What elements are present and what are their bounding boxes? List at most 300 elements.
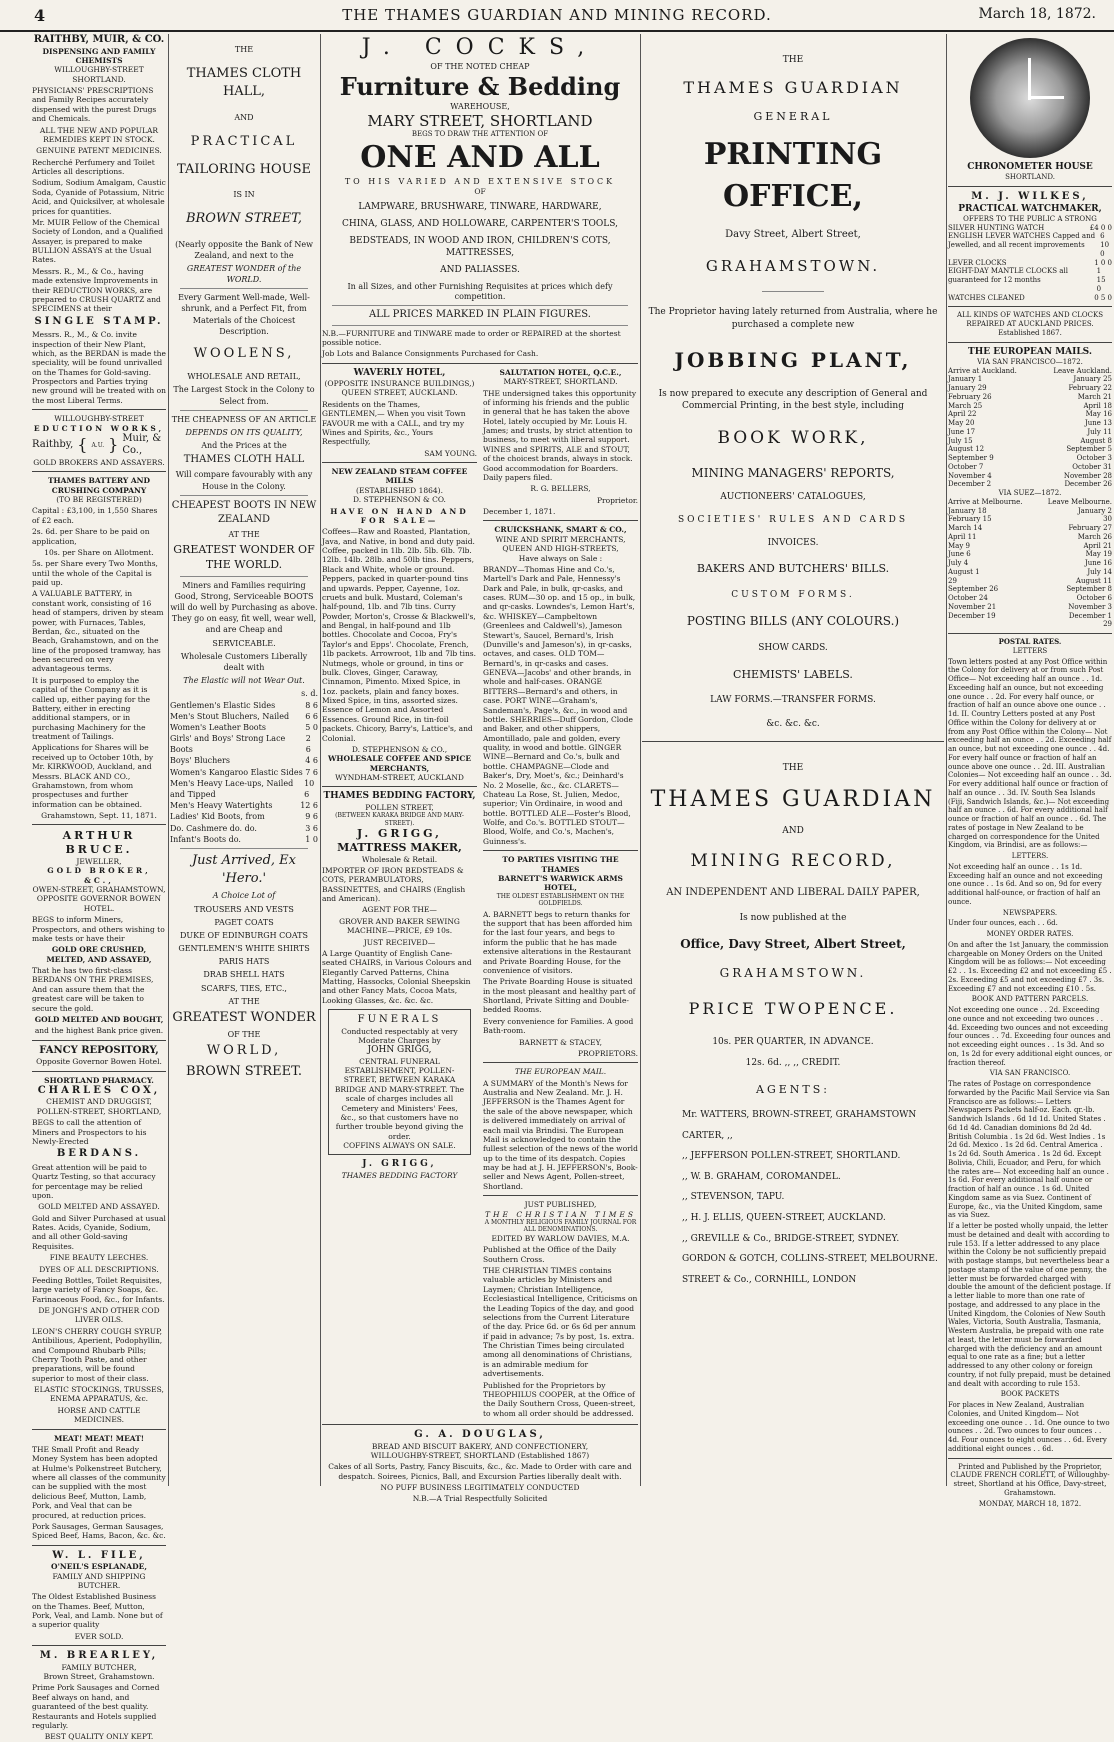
custom-forms: CUSTOM FORMS. bbox=[731, 589, 855, 600]
douglas-text-3: N.B.—A Trial Respectfully Solicited bbox=[412, 1494, 548, 1504]
mails-row-left: August 12 bbox=[948, 445, 985, 454]
watch-price-row-left: WATCHES CLEANED bbox=[948, 293, 1025, 302]
douglas-text-2: NO PUFF BUSINESS LEGITIMATELY CONDUCTED bbox=[380, 1483, 580, 1492]
mails-row-left: January 29 bbox=[948, 384, 987, 392]
battery-text-1: Capital : £3,100, in 1,550 Shares of £2 each. bbox=[32, 506, 158, 525]
page-number: 4 bbox=[34, 6, 46, 25]
funerals-name: JOHN GRIGG, bbox=[367, 1045, 432, 1056]
mails-row bbox=[948, 603, 1112, 612]
hero-at: AT THE bbox=[228, 996, 260, 1006]
grigg-text-2: GROVER AND BAKER SEWING MACHINE—PRICE, £9 10s. bbox=[339, 916, 460, 936]
file-sub: O'NEIL'S ESPLANADE, bbox=[51, 1562, 147, 1572]
grigg-text-1: IMPORTER OF IRON BEDSTEADS & COTS, PERAMBULATORS, BASSINETTES, and CHAIRS (English and American). bbox=[322, 865, 466, 903]
auctioneers: AUCTIONEERS' CATALOGUES, bbox=[720, 492, 866, 503]
mails-row-right: December 1 bbox=[1068, 611, 1112, 620]
cocks-list-4: AND PALIASSES. bbox=[440, 264, 520, 275]
salutation-signature: R. G. BELLERS, bbox=[530, 484, 591, 494]
watch-price-row bbox=[948, 224, 1112, 233]
fancy-heading: FANCY REPOSITORY, bbox=[39, 1044, 159, 1056]
boot-price-row-right: 9 6 bbox=[305, 812, 318, 822]
boots-text-1: Miners and Families requiring Good, Strong, Serviceable BOOTS will do well by Purchasing as above. They go on easy, fit well, wear well, and are Cheap and bbox=[170, 580, 318, 635]
mails-row-left: September 26 bbox=[948, 585, 999, 594]
mails-row-left: October 7 bbox=[948, 462, 984, 471]
boot-price-row-left: Infant's Boots do. bbox=[170, 834, 241, 844]
serviceable: SERVICEABLE. bbox=[212, 638, 276, 648]
mails-row-left: July 4 bbox=[948, 559, 969, 567]
column-1 bbox=[32, 34, 166, 1742]
cruickshank-text: BRANDY—Thomas Hine and Co.'s, Martell's Dark and Pale, Hennessy's Dark and Pale, in bulk, qr-casks, and cases. RUM—30 op. and 15 op., in bulk, and qr-casks. Lowndes's, Lemon Hart's, &c. WHISKEY—Campbeltown (Greenlees and Caldwell's), Jameson Stewart's, Saucel, Bernard's, Irish (Dunville's and Jameson's), in qr-casks, octaves, and cases. OLD TOM—Bernard's, in qr-casks and cases. GENEVA—Jacobs' and other brands, in whole and half-cases. ORANGE BITTERS—Bernard's and others, in case. PORT WINE—Graham's, Sandeman's, Page's, &c., in wood and bottle. SHERRIES—Duff Gordon, Clode and Baker, and other shippers, Amontillado, pale and golden, every quality, in wood and bottle. GINGER WINE—Bernard and Co.'s, bulk and bottle. CHAMPAGNE—Clode and Baker's, Dry, Moet's, &c.; Deinhard's No. 2 Moselle, &c., &c. CLARETS—Chateau La Rose, St. Julien, Medoc, superior; Vin Ordinaire, in wood and bottle. BOTTLED ALE—Foster's Blood, Wolfe, and Co.'s. BOTTLED STOUT—Blood, Wolfe, and Co.'s, Machen's, Guinness's. bbox=[483, 564, 636, 846]
grigg-received: JUST RECEIVED— bbox=[363, 937, 436, 947]
mails-row bbox=[948, 375, 1112, 384]
wilkes-name: M. J. WILKES, bbox=[971, 191, 1089, 202]
agents-heading: AGENTS: bbox=[756, 1082, 830, 1096]
mails-row-left: January 1 bbox=[948, 375, 983, 384]
societies: SOCIETIES' RULES AND CARDS bbox=[677, 514, 909, 525]
cox-text-10: ELASTIC STOCKINGS, TRUSSES, ENEMA APPARATUS, &c. bbox=[34, 1385, 164, 1404]
mails-row bbox=[948, 410, 1112, 419]
mails-row-right: September 8 bbox=[1066, 585, 1112, 594]
boots-1: CHEAPEST BOOTS IN NEW ZEALAND bbox=[171, 499, 317, 525]
mails-sub-2: VIA SUEZ—1872. bbox=[998, 489, 1062, 497]
brace-mid: A.U. bbox=[91, 441, 105, 449]
boot-price-row-left: Ladies' Kid Boots, from bbox=[170, 812, 265, 822]
cox-text-4: Gold and Silver Purchased at usual Rates. Acids, Cyanide, Sodium, and all other Gold-saving Requisites. bbox=[32, 1213, 166, 1251]
cox-sub: CHEMIST AND DRUGGIST, bbox=[46, 1097, 152, 1107]
works-line-1: WILLOUGHBY-STREET bbox=[54, 414, 144, 424]
masthead bbox=[0, 0, 1114, 32]
column-3-right bbox=[483, 368, 638, 1420]
mails-row bbox=[948, 620, 1112, 629]
boots-3: GREATEST WONDER OF THE WORLD. bbox=[173, 542, 315, 572]
douglas-text-1: Cakes of all Sorts, Pastry, Fancy Biscuits, &c., &c. Made to Order with care and despatch. Soirees, Picnics, Ball, and Excursion Parties liberally dealt with. bbox=[328, 1462, 632, 1481]
boot-price-row-left: Men's Stout Bluchers, Nailed bbox=[170, 711, 290, 721]
battery-text-5: A VALUABLE BATTERY, in constant work, consisting of 16 head of stampers, driven by steam power, with Furnaces, Tables, Berdan, &c., situated on the Beach, Grahamstown, and on the line of the proposed tramway, has been secured on very advantageous terms. bbox=[32, 589, 164, 674]
bruce-address: OWEN-STREET, GRAHAMSTOWN, OPPOSITE GOVERNOR BOWEN HOTEL. bbox=[32, 885, 166, 913]
agent-item: ,, GREVILLE & Co., BRIDGE-STREET, SYDNEY. bbox=[682, 1233, 900, 1244]
mails-heading: THE EUROPEAN MAILS. bbox=[968, 346, 1092, 357]
meat-text-2: Pork Sausages, German Sausages, Spiced Beef, Hams, Bacon, &c. &c. bbox=[32, 1521, 166, 1541]
raithby-address: WILLOUGHBY-STREET SHORTLAND. bbox=[54, 65, 144, 84]
mails-row bbox=[948, 612, 1112, 621]
watch-price-row-left: SILVER HUNTING WATCH bbox=[948, 223, 1045, 232]
barnett-proprietors: PROPRIETORS. bbox=[577, 1048, 638, 1058]
agent-item: CARTER, ,, bbox=[682, 1130, 733, 1141]
newspapers-heading: NEWSPAPERS. bbox=[1002, 908, 1058, 917]
mails-row bbox=[948, 393, 1112, 402]
bedding-heading: THAMES BEDDING FACTORY, bbox=[323, 791, 476, 802]
imprint-date: MONDAY, MARCH 18, 1872. bbox=[978, 1499, 1082, 1508]
watch-price-row bbox=[948, 294, 1112, 303]
boot-price-row-right: 10 6 bbox=[304, 778, 315, 800]
brearley-text-1: Prime Pork Sausages and Corned Beef always on hand, and guaranteed of the best quality. Restaurants and Hotels supplied regularly. bbox=[32, 1683, 160, 1730]
funerals-box bbox=[328, 1009, 471, 1155]
mails-row-left: May 20 bbox=[948, 419, 975, 427]
mails-row-left: April 11 bbox=[948, 532, 977, 541]
bruce-text-4: GOLD MELTED AND BOUGHT, bbox=[34, 1014, 164, 1024]
mails-row bbox=[948, 454, 1112, 463]
battery-text-3: 10s. per Share on Allotment. bbox=[44, 547, 154, 557]
cruickshank-sub: WINE AND SPIRIT MERCHANTS, bbox=[495, 534, 626, 544]
watch-price-row bbox=[948, 232, 1112, 258]
grigg-footer-2: THAMES BEDDING FACTORY bbox=[341, 1170, 458, 1180]
mails-header-1: Arrive at Auckland. Leave Auckland. bbox=[948, 366, 1112, 375]
boot-price-row-left: Girls' and Boys' Strong Lace Boots bbox=[170, 734, 286, 755]
salutation-address: MARY-STREET, SHORTLAND. bbox=[503, 377, 618, 387]
works-line-2: EDUCTION WORKS, bbox=[33, 423, 165, 433]
single-stamp: SINGLE STAMP. bbox=[34, 315, 164, 327]
printing-h6: GRAHAMSTOWN. bbox=[705, 257, 881, 276]
letters-heading-2: LETTERS. bbox=[1011, 852, 1049, 860]
boot-price-row-left: Men's Heavy Lace-ups, Nailed and Tipped bbox=[170, 778, 294, 800]
mails-row-right: October 3 bbox=[1076, 454, 1112, 462]
boot-price-row bbox=[170, 800, 318, 811]
printing-h4: PRINTING OFFICE, bbox=[703, 137, 883, 215]
mails-row-right: May 16 bbox=[1085, 410, 1112, 419]
book-parcels-heading: BOOK AND PATTERN PARCELS. bbox=[971, 995, 1089, 1004]
brearley-address: Brown Street, Grahamstown. bbox=[43, 1672, 155, 1681]
postal-heading: POSTAL RATES. bbox=[998, 637, 1062, 646]
boot-price-row-right: 4 6 bbox=[305, 756, 318, 766]
steam-heading: NEW ZEALAND STEAM COFFEE MILLS bbox=[331, 467, 468, 486]
mails-row-right: August 8 bbox=[1080, 436, 1112, 445]
waverly-heading: WAVERLY HOTEL, bbox=[353, 367, 446, 378]
cocks-begs: BEGS TO DRAW THE ATTENTION OF bbox=[411, 130, 549, 139]
mails-row bbox=[948, 585, 1112, 594]
barnett-sub: THE OLDEST ESTABLISHMENT ON THE GOLDFIELDS. bbox=[496, 892, 625, 908]
mails-row-left: 29 bbox=[948, 576, 957, 585]
column-2 bbox=[170, 34, 318, 1486]
mails-row-left: May 9 bbox=[948, 541, 970, 550]
cloth-hall-text-8: THAMES CLOTH HALL bbox=[183, 454, 305, 466]
bruce-text-2: GOLD ORE CRUSHED, MELTED, AND ASSAYED, bbox=[46, 945, 152, 964]
cocks-name: J. COCKS, bbox=[361, 35, 599, 60]
cocks-list-2: CHINA, GLASS, AND HOLLOWARE, CARPENTER'S TOOLS, bbox=[342, 219, 618, 230]
wilkes-sub: PRACTICAL WATCHMAKER, bbox=[958, 203, 1102, 214]
wilkes-text-2: ALL KINDS OF WATCHES AND CLOCKS REPAIRED AT AUCKLAND PRICES. bbox=[956, 311, 1104, 328]
funerals-heading: FUNERALS bbox=[357, 1014, 442, 1026]
mails-row bbox=[948, 437, 1112, 446]
boots-text-2: Wholesale Customers Liberally dealt with bbox=[180, 651, 308, 672]
cloth-hall-text-5: THE CHEAPNESS OF AN ARTICLE bbox=[171, 414, 317, 424]
mails-row-right: February 27 bbox=[1068, 524, 1112, 532]
law-forms: LAW FORMS.—TRANSFER FORMS. bbox=[710, 694, 876, 705]
mails-row-right: May 19 bbox=[1085, 550, 1112, 559]
printing-text-1: The Proprietor having lately returned from Australia, where he purchased a complete new bbox=[648, 307, 938, 330]
cloth-hall-h7: BROWN STREET, bbox=[185, 211, 303, 227]
mails-row-left: February 15 bbox=[948, 515, 992, 524]
mails-row-left: December 19 bbox=[948, 611, 996, 620]
mails-row-right: June 16 bbox=[1084, 559, 1112, 567]
cloth-hall-h1: THE bbox=[234, 45, 254, 54]
salutation-proprietor: Proprietor. bbox=[596, 495, 638, 505]
watch-price-row-left: EIGHT-DAY MANTLE CLOCKS all guaranteed for 12 months bbox=[948, 267, 1068, 284]
hero-heading: Just Arrived, Ex 'Hero.' bbox=[191, 852, 297, 887]
chemists-labels: CHEMISTS' LABELS. bbox=[733, 667, 853, 681]
mails-table-2 bbox=[948, 507, 1112, 630]
mails-row bbox=[948, 550, 1112, 559]
cocks-address: MARY STREET, SHORTLAND bbox=[367, 111, 593, 130]
postal-text-2: Not exceeding half an ounce . . 1s 1d. Exceeding half an ounce and not exceeding one ounce . . 1s 6d. And so on, 9d for every additional half-ounce, or fraction of half an ounce. bbox=[948, 862, 1103, 906]
issue-date: March 18, 1872. bbox=[978, 6, 1096, 22]
printing-h3: GENERAL bbox=[753, 109, 833, 123]
cocks-job: Job Lots and Balance Consignments Purchased for Cash. bbox=[322, 349, 539, 359]
agent-item: ,, W. B. GRAHAM, COROMANDEL. bbox=[682, 1171, 841, 1182]
guardian-h7: Office, Davy Street, Albert Street, bbox=[680, 937, 906, 952]
mails-row bbox=[948, 463, 1112, 472]
douglas-name: G. A. DOUGLAS, bbox=[414, 1429, 546, 1440]
wilkes-established: Established 1867. bbox=[998, 328, 1062, 337]
postal-text-8: For places in New Zealand, Australian Colonies, and United Kingdom— Not exceeding one ounce . . 1d. One ounce to two ounces . . 2d. Two ounces to four ounces . . 4d. Four ounces to eight ounces . . 6d. Every additional eight ounces . . 6d. bbox=[948, 1401, 1110, 1453]
mails-row-right: 30 bbox=[1103, 515, 1112, 524]
hero-sub: A Choice Lot of bbox=[212, 891, 276, 901]
cloth-hall-h2: THAMES CLOTH HALL, bbox=[186, 66, 302, 100]
mails-row bbox=[948, 507, 1112, 516]
file-heading: W. L. FILE, bbox=[52, 1549, 146, 1561]
boot-price-row-left: Women's Leather Boots bbox=[170, 722, 266, 732]
barnett-signature: BARNETT & STACEY, bbox=[519, 1037, 602, 1047]
fancy-address: Opposite Governor Bowen Hotel. bbox=[36, 1057, 162, 1067]
boot-price-row-right: 1 0 bbox=[305, 834, 318, 844]
mails-row-right: September 5 bbox=[1066, 445, 1112, 454]
cocks-one-and-all: ONE AND ALL bbox=[360, 140, 600, 175]
posting-bills: POSTING BILLS (ANY COLOURS.) bbox=[686, 614, 900, 629]
watch-price-row-left: ENGLISH LEVER WATCHES Capped and Jewelled, and all recent improvements bbox=[948, 232, 1096, 249]
raithby-text-5: Sodium, Sodium Amalgam, Caustic Soda, Cyanide of Potassium, Nitric Acid, and Quicksilver, at wholesale prices for quantities. bbox=[32, 178, 166, 216]
file-text-1: The Oldest Established Business on the Thames. Beef, Mutton, Pork, Veal, and Lamb. None but of a superior quality bbox=[32, 1592, 163, 1630]
watch-price-row-left: LEVER CLOCKS bbox=[948, 258, 1007, 267]
mails-row-right: June 13 bbox=[1084, 419, 1112, 427]
boot-price-row-right: 3 6 bbox=[305, 823, 318, 833]
boot-price-row-left: Boys' Bluchers bbox=[170, 756, 230, 766]
mails-row-right: July 11 bbox=[1087, 427, 1112, 436]
cox-text-1: BEGS to call the attention of Miners and Prospectors to his Newly-Erected bbox=[32, 1118, 147, 1146]
guardian-h3: AND bbox=[782, 826, 804, 837]
wholesale-retail: WHOLESALE AND RETAIL, bbox=[187, 372, 301, 382]
mails-row-right: March 26 bbox=[1077, 532, 1112, 541]
show-cards: SHOW CARDS. bbox=[758, 642, 828, 653]
cocks-warehouse: WAREHOUSE, bbox=[450, 101, 510, 111]
boot-price-row bbox=[170, 811, 318, 822]
ct-editor: EDITED BY WARLOW DAVIES, M.A. bbox=[491, 1233, 630, 1243]
battery-registered: (TO BE REGISTERED) bbox=[56, 495, 142, 504]
mails-table-1 bbox=[948, 375, 1112, 489]
agent-item: GORDON & GOTCH, COLLINS-STREET, MELBOURNE. bbox=[682, 1254, 938, 1265]
steam-name: D. STEPHENSON & CO. bbox=[353, 495, 446, 505]
mails-row-left: August 1 bbox=[948, 567, 980, 576]
price-header: s. d. bbox=[301, 689, 318, 699]
barnett-text-2: The Private Boarding House is situated in the most pleasant and healthy part of Shortland, Private Sitting and Double-bedded Rooms. bbox=[483, 977, 636, 1015]
watch-price-row bbox=[948, 259, 1112, 268]
cocks-nb: N.B.—FURNITURE and TINWARE made to order or REPAIRED at the shortest possible notice. bbox=[322, 328, 621, 347]
grigg-agent: AGENT FOR THE— bbox=[362, 905, 437, 915]
printing-text-2: Is now prepared to execute any description of General and Commercial Printing, in the best style, including bbox=[658, 388, 928, 412]
brace-right: Muir, & Co., bbox=[122, 432, 162, 457]
boot-price-row-right: 6 6 bbox=[305, 711, 318, 721]
ct-heading: JUST PUBLISHED, bbox=[524, 1200, 597, 1210]
file-text-2: EVER SOLD. bbox=[74, 1631, 124, 1641]
bruce-sub-2: GOLD BROKER, &C., bbox=[47, 866, 151, 885]
barnett-text-1: A. BARNETT begs to return thanks for the support that has been afforded him for the last four years, and begs to inform the public that he has made extensive alterations in the Restaurant and Private Boarding House, for the convenience of visitors. bbox=[483, 909, 633, 975]
imprint: Printed and Published by the Proprietor, CLAUDE FRENCH CORLETT, of Willoughby-street, Shortland at his Office, Davy-street, Grahamstown. bbox=[950, 1462, 1110, 1497]
mails-row-left: April 22 bbox=[948, 410, 977, 419]
mails-row-left: March 25 bbox=[948, 401, 983, 410]
cloth-hall-text-1: (Nearly opposite the Bank of New Zealand, and next to the bbox=[175, 239, 313, 260]
hero-footer-1: GREATEST WONDER bbox=[172, 1010, 316, 1026]
mail-heading: THE EUROPEAN MAIL. bbox=[514, 1067, 607, 1077]
mails-row-left: June 6 bbox=[948, 550, 971, 559]
boot-price-row bbox=[170, 778, 318, 800]
cox-text-7: Feeding Bottles, Toilet Requisites, large variety of Fancy Soaps, &c. Farinaceous Food, &c., for Infants. bbox=[32, 1275, 165, 1304]
cloth-hall-text-4: The Largest Stock in the Colony to Select from. bbox=[173, 385, 315, 406]
mails-row bbox=[948, 472, 1112, 481]
berdans: BERDANS. bbox=[56, 1148, 142, 1160]
bruce-sub-1: JEWELLER, bbox=[76, 856, 122, 866]
grigg-name: J. GRIGG, bbox=[357, 827, 442, 840]
guardian-credit: 12s. 6d. ,, ,, CREDIT. bbox=[745, 1058, 841, 1069]
mails-row-right: April 21 bbox=[1083, 541, 1112, 550]
mails-row-right: April 18 bbox=[1083, 401, 1112, 410]
raithby-text-1: PHYSICIANS' PRESCRIPTIONS and Family Recipes accurately dispensed with the purest Drugs and Chemicals. bbox=[32, 86, 157, 124]
boot-price-row bbox=[170, 834, 318, 845]
guardian-quarter: 10s. PER QUARTER, IN ADVANCE. bbox=[712, 1037, 874, 1048]
agent-list bbox=[642, 1109, 944, 1286]
battery-text-7: Applications for Shares will be received up to October 10th, by Mr. KIRKWOOD, Auckland, and Messrs. BLACK AND CO., Grahamstown, from whom prospectuses and further information can be obtained. bbox=[32, 743, 154, 809]
mails-row-right: November 28 bbox=[1063, 471, 1112, 480]
boot-price-row-right: 2 6 bbox=[305, 734, 311, 755]
hero-item: TROUSERS AND VESTS bbox=[194, 904, 294, 914]
boot-price-row-right: 8 6 bbox=[305, 700, 318, 710]
mails-row bbox=[948, 419, 1112, 428]
boot-price-row bbox=[170, 755, 318, 766]
cocks-sub: OF THE NOTED CHEAP bbox=[430, 61, 530, 71]
hero-footer-2: OF THE bbox=[227, 1030, 261, 1040]
watch-price-row bbox=[948, 267, 1112, 293]
agent-item: ,, JEFFERSON POLLEN-STREET, SHORTLAND. bbox=[682, 1151, 901, 1162]
mails-row-right: October 31 bbox=[1072, 462, 1112, 471]
boot-price-row-left: Gentlemen's Elastic Sides bbox=[170, 700, 276, 710]
mails-row-right: December 26 bbox=[1064, 480, 1112, 489]
bruce-text-1: BEGS to inform Miners, Prospectors, and others wishing to make tests or have their bbox=[32, 915, 165, 943]
watch-price-row-right: 1 0 0 bbox=[1094, 258, 1112, 267]
hero-item: SCARFS, TIES, ETC., bbox=[201, 983, 287, 993]
hero-item: DUKE OF EDINBURGH COATS bbox=[180, 930, 308, 940]
ct-sub: A MONTHLY RELIGIOUS FAMILY JOURNAL FOR ALL DENOMINATIONS. bbox=[484, 1218, 637, 1234]
file-sub-2: FAMILY AND SHIPPING BUTCHER. bbox=[52, 1571, 146, 1590]
printing-h5: Davy Street, Albert Street, bbox=[725, 229, 861, 241]
bedding-address: POLLEN STREET, bbox=[365, 802, 434, 812]
cocks-to: TO HIS VARIED AND EXTENSIVE STOCK bbox=[344, 176, 616, 186]
grigg-title: MATTRESS MAKER, bbox=[337, 840, 462, 854]
mails-row-left: March 14 bbox=[948, 524, 983, 532]
steam-established: (ESTABLISHED 1864). bbox=[356, 485, 443, 495]
steam-address: WYNDHAM-STREET, AUCKLAND bbox=[335, 773, 464, 782]
column-4 bbox=[642, 34, 944, 1486]
watch-price-row-right: 0 5 0 bbox=[1094, 293, 1112, 302]
printing-h2: THAMES GUARDIAN bbox=[683, 77, 903, 97]
funerals-text-1: Conducted respectably at very Moderate Charges by bbox=[341, 1026, 458, 1045]
watch-price-row-right: 1 15 0 bbox=[1096, 267, 1106, 293]
waverly-signature: SAM YOUNG. bbox=[424, 448, 477, 458]
boot-price-row-right: 7 6 bbox=[305, 767, 318, 777]
mails-row bbox=[948, 542, 1112, 551]
san-francisco-heading: VIA SAN FRANCISCO. bbox=[989, 1069, 1071, 1078]
waverly-sub: (OPPOSITE INSURANCE BUILDINGS,) QUEEN STREET, AUCKLAND. bbox=[324, 379, 475, 398]
hero-item: PAGET COATS bbox=[214, 917, 274, 927]
salutation-heading: SALUTATION HOTEL, Q.C.E., bbox=[499, 367, 622, 377]
cruickshank-address: QUEEN AND HIGH-STREETS, bbox=[502, 544, 619, 554]
mails-row bbox=[948, 515, 1112, 524]
cloth-hall-text-3: Every Garment Well-made, Well-shrunk, and a Perfect Fit, from Materials of the Choicest Description. bbox=[178, 293, 310, 336]
mails-row-left: January 18 bbox=[948, 506, 987, 515]
chronometer-clock-icon bbox=[970, 38, 1090, 158]
cox-text-11: HORSE AND CATTLE MEDICINES. bbox=[57, 1405, 141, 1425]
brearley-text-2: BEST QUALITY ONLY KEPT. bbox=[44, 1732, 154, 1742]
douglas-address: WILLOUGHBY-STREET, SHORTLAND (Established 1867) bbox=[370, 1450, 590, 1460]
guardian-price: PRICE TWOPENCE. bbox=[688, 999, 898, 1019]
cloth-hall-h5: TAILORING HOUSE bbox=[177, 161, 311, 177]
letters-heading: LETTERS bbox=[1012, 646, 1048, 655]
mails-row-left: October 24 bbox=[948, 594, 988, 602]
cox-text-8: DE JONGH'S AND OTHER COD LIVER OILS. bbox=[38, 1306, 160, 1325]
raithby-text-6: Mr. MUIR Fellow of the Chemical Society of London, and a Qualified Assayer, is prepared to make BULLION ASSAYS at the Usual Rates. bbox=[32, 217, 164, 265]
postal-text-7: If a letter be posted wholly unpaid, the letter must be detained and dealt with according to rule 153. If a letter addressed to any place within the Colony be not sufficiently prepaid with postage stamps, but nevertheless bear a postage stamp of the value of one penny, the letter must be forwarded charged with double the amount of the deficient postage. If a letter liable to more than one rate of postage, and addressed to any place in the United Kingdom, the Colonies of New South Wales, Victoria, South Australia, Tasmania, Western Australia, be prepaid with one rate at least, the letter must be forwarded charged with the deficiency and an amount equal to one rate as a fine; but a letter addressed to any other colony or foreign country, if not fully prepaid, must be detained and dealt with according to rule 153. bbox=[948, 1222, 1111, 1388]
printing-h1: THE bbox=[782, 55, 804, 65]
watch-price-list bbox=[948, 224, 1112, 303]
cloth-hall-h6: IS IN bbox=[233, 190, 255, 200]
mails-row bbox=[948, 445, 1112, 454]
book-work: BOOK WORK, bbox=[717, 427, 869, 448]
mails-row bbox=[948, 402, 1112, 411]
steam-text-2: Coffees—Raw and Roasted, Plantation, Java, and Native, in bond and duty paid. Coffee, packed in 1lb. 2lb. 5lb. 6lb. 7lb. 12lb. 14lb. 28lb. and 50lb tins. Peppers, Black and White, whole or ground. Peppers, packed in quarter-pound tins and upwards. Pepper, Cayenne, 1oz. cruets and bulk. Mustard, Coleman's half-pound, 1lb. and 7lb tins. Curry Powder, Morton's, Crosse & Blackwell's, and Bengal, in half-pound and 1lb bottles. Chocolate and Cocoa, Fry's Taylor's and Epps'. Chocolate, French, 1lb packets. Arrowroot, 1lb and 7lb tins. Nutmegs, whole or ground, in tins or bulk. Cloves, Ginger, Caraway, Cinnamon, Pimento. Mixed Spice, in 1oz. packets, plain and fancy boxes. Mixed Spice, in tins, assorted sizes. Essence of Lemon and Assorted Essences. Ground Rice, in tin-foil packets. Chicory, Barry's, Lattice's, and Colonial. bbox=[322, 527, 477, 743]
watch-price-row-right: £4 0 0 bbox=[1089, 223, 1112, 232]
raithby-text-7: Messrs. R., M., & Co., having made extensive Improvements in their REDUCTION WORKS, are prepared to CRUSH QUARTZ and SPECIMENS at their bbox=[32, 266, 161, 314]
boot-price-row bbox=[170, 733, 318, 755]
cloth-hall-h4: PRACTICAL bbox=[190, 133, 298, 149]
boot-price-row-left: Men's Heavy Watertights bbox=[170, 801, 273, 811]
etc: &c. &c. &c. bbox=[766, 719, 820, 730]
cocks-list-3: BEDSTEADS, IN WOOD AND IRON, CHILDREN'S COTS, MATTRESSES, bbox=[349, 236, 611, 258]
guardian-h5: AN INDEPENDENT AND LIBERAL DAILY PAPER, bbox=[666, 886, 920, 898]
column-3-left bbox=[322, 368, 477, 1420]
battery-text-8: Grahamstown, Sept. 11, 1871. bbox=[41, 811, 157, 820]
guardian-h6: Is now published at the bbox=[739, 912, 847, 923]
meat-text-1: THE Small Profit and Ready Money System has been adopted at Hulme's Polkenstreet Butchery, where all classes of the community can be supplied with the most delicious Beef, Mutton, Lamb, Pork, and Veal that can be procured, at reduction prices. bbox=[32, 1444, 166, 1520]
hero-items bbox=[170, 904, 318, 994]
mails-row bbox=[948, 577, 1112, 586]
column-3 bbox=[322, 34, 638, 1504]
boot-price-row bbox=[170, 711, 318, 722]
cox-text-2: Great attention will be paid to Quartz Testing, so that accuracy for percentage may be relied upon. bbox=[32, 1162, 156, 1200]
raithby-text-2: ALL THE NEW AND POPULAR REMEDIES KEPT IN STOCK. bbox=[39, 125, 159, 144]
cox-heading: CHARLES COX, bbox=[37, 1084, 161, 1096]
cocks-list-5: In all Sizes, and other Furnishing Requisites at prices which defy competition. bbox=[347, 282, 613, 302]
clock-title: CHRONOMETER HOUSE bbox=[967, 162, 1093, 172]
barnett-name: BARNETT'S WARWICK ARMS HOTEL, bbox=[498, 873, 623, 893]
funerals-text-3: COFFINS ALWAYS ON SALE. bbox=[343, 1141, 456, 1150]
boot-price-row-left: Do. Cashmere do. do. bbox=[170, 823, 257, 833]
mails-row-left: November 21 bbox=[948, 602, 997, 611]
cruickshank-sale: Have always on Sale : bbox=[518, 553, 603, 563]
cox-text-3: GOLD MELTED AND ASSAYED. bbox=[38, 1202, 160, 1212]
mails-row-left: June 17 bbox=[948, 427, 976, 436]
battery-text-6: It is purposed to employ the capital of the Company as it is called up, either paying for the Battery, either in erecting additional stampers, or in purchasing Machinery for the treatment of Tailings. bbox=[32, 675, 151, 741]
meat-heading: MEAT! MEAT! MEAT! bbox=[53, 1433, 145, 1443]
guardian-h8: GRAHAMSTOWN. bbox=[719, 966, 867, 981]
grigg-sub: Wholesale & Retail. bbox=[361, 854, 438, 864]
jobbing-plant: JOBBING PLANT, bbox=[674, 347, 912, 372]
mails-row-left: December 2 bbox=[948, 480, 992, 489]
mails-row-right: August 11 bbox=[1075, 576, 1112, 585]
